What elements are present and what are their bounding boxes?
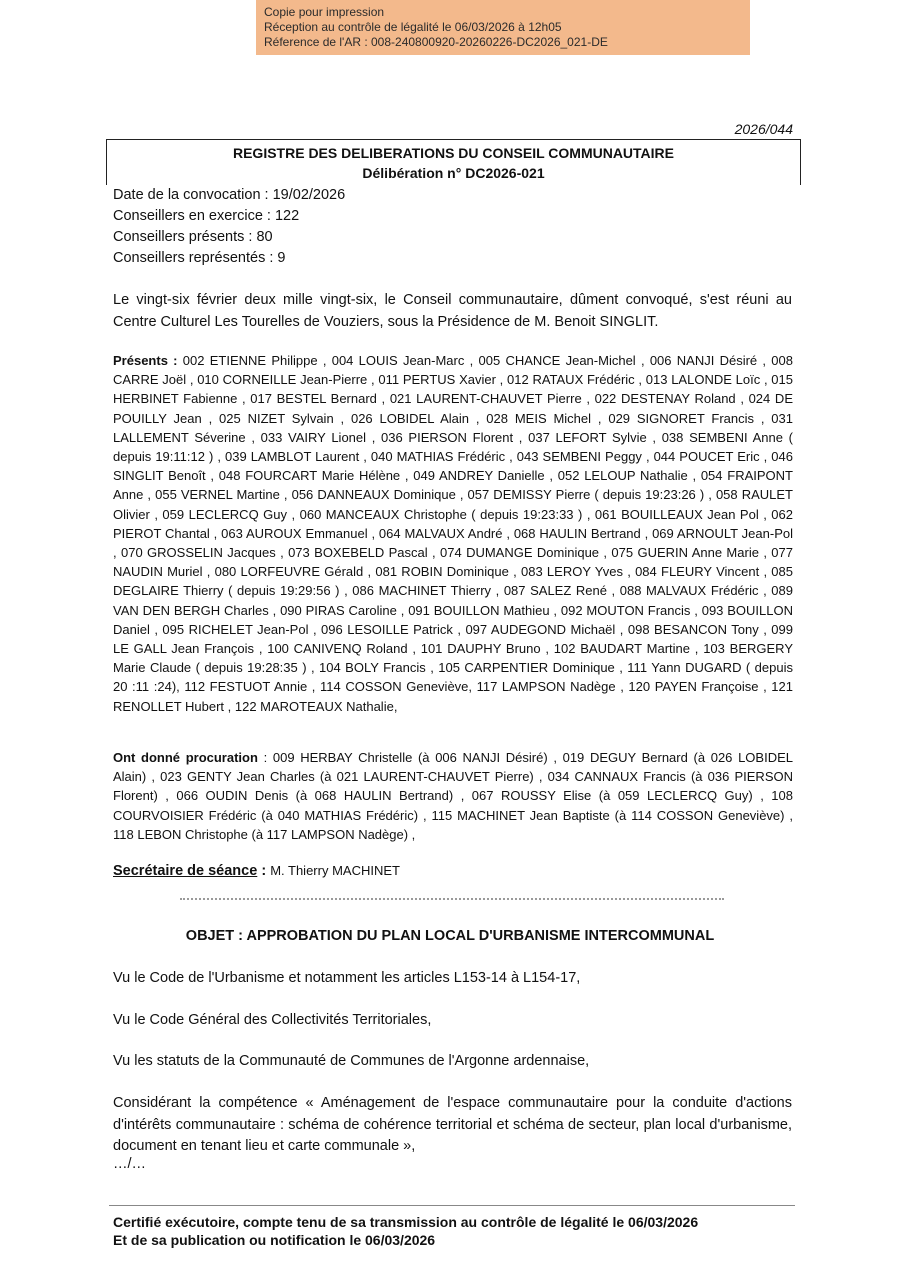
register-header	[106, 139, 801, 185]
ar-receipt-stamp	[256, 0, 750, 55]
certification-line-2: Et de sa publication ou notification le 06/03/2026	[113, 1232, 436, 1248]
continuation-mark: …/…	[113, 1156, 147, 1172]
objet-title: OBJET : APPROBATION DU PLAN LOCAL D'URBANISME INTERCOMMUNAL	[185, 928, 715, 944]
document-number: 2026/044	[734, 121, 793, 137]
certification-footer	[113, 1213, 698, 1249]
procuration-label: Ont donné procuration	[113, 750, 258, 765]
intro-paragraph: Le vingt-six février deux mille vingt-six, le Conseil communautaire, dûment convoqué, s'est réuni au Centre Culturel Les Tourelles de Vouziers, sous la Présidence de M. Benoit SINGLIT.	[113, 292, 792, 330]
secretary-label: Secrétaire de séance	[113, 863, 258, 879]
councillors-in-office: Conseillers en exercice : 122	[113, 208, 300, 224]
vu-urbanisme: Vu le Code de l'Urbanisme et notamment les articles L153-14 à L154-17,	[113, 970, 581, 986]
councillors-represented: Conseillers représentés : 9	[113, 250, 286, 266]
certification-line-1: Certifié exécutoire, compte tenu de sa transmission au contrôle de légalité le 06/03/2026	[113, 1214, 699, 1230]
secretary-colon: :	[257, 863, 271, 879]
stamp-line-2: Réception au contrôle de légalité le 06/03/2026 à 12h05	[264, 20, 562, 34]
presents-list	[113, 351, 793, 716]
register-title: REGISTRE DES DELIBERATIONS DU CONSEIL COMMUNAUTAIRE	[232, 145, 675, 161]
presents-text: 002 ETIENNE Philippe , 004 LOUIS Jean-Marc , 005 CHANCE Jean-Michel , 006 NANJI Désiré , 008 CARRE Joël , 010 CORNEILLE Jean-Pierre , 011 PERTUS Xavier , 012 RATAUX Frédéric , 013 LALONDE Loïc , 015 HERBINET Fabienne , 017 BESTEL Bernard , 021 LAURENT-CHAUVET Pierre , 022 DESTENAY Roland , 024 DE POUILLY Jean , 025 NIZET Sylvain , 026 LOBIDEL Alain , 028 MEIS Michel , 029 SIGNORET Francis , 031 LALLEMENT Séverine , 033 VAIRY Lionel , 036 PIERSON Florent , 037 LEFORT Sylvie , 038 SEMBENI Anne ( depuis 19:11:12 ) , 039 LAMBLOT Laurent , 040 MATHIAS Frédéric , 043 SEMBENI Peggy , 044 POUCET Eric , 046 SINGLIT Benoît , 048 FOURCART Marie Hélène , 049 ANDREY Danielle , 052 LELOUP Nathalie , 054 FRAIPONT Anne , 055 VERNEL Martine , 056 DANNEAUX Dominique , 057 DEMISSY Pierre ( depuis 19:23:26 ) , 058 RAULET Olivier , 059 LECLERCQ Guy , 060 MANCEAUX Christophe ( depuis 19:23:33 ) , 061 BOUILLEAUX Jean Pol , 062 PIEROT Chantal , 063 AUROUX Emmanuel , 064 MALVAUX André , 068 HAULIN Bertrand , 069 ARNOULT Jean-Pol , 070 GROSSELIN Jacques , 073 BOXEBELD Pascal , 074 DUMANGE Dominique , 075 GUERIN Anne Marie , 077 NAUDIN Muriel , 080 LORFEUVRE Gérald , 081 ROBIN Dominique , 083 LEROY Yves , 084 FLEURY Vincent , 085 DEGLAIRE Thierry ( depuis 19:29:56 ) , 086 MACHINET Thierry , 087 SALEZ René , 088 MALVAUX Frédéric , 089 VAN DEN BERGH Charles , 090 PIRAS Caroline , 091 BOUILLON Mathieu , 092 MOUTON Francis , 093 BOUILLON Daniel , 095 RICHELET Jean-Pol , 096 LESOILLE Patrick , 097 AUDEGOND Michaël , 098 BESANCON Tony , 099 LE GALL Jean François , 100 CANIVENQ Roland , 101 DAUPHY Bruno , 102 BAUDART Martine , 103 BERGERY Marie Claude ( depuis 19:28:35 ) , 104 BOLY Francis , 105 CARPENTIER Dominique , 111 Yann DUGARD ( depuis 20 :11 :24), 112 FESTUOT Annie , 114 COSSON Geneviève, 117 LAMPSON Nadège , 120 PAYEN Françoise , 121 RENOLLET Hubert , 122 MAROTEAUX Nathalie,	[113, 353, 793, 714]
stamp-line-3: Réference de l'AR : 008-240800920-20260226-DC2026_021-DE	[264, 35, 608, 49]
deliberation-number: Délibération n° DC2026-021	[362, 165, 545, 181]
footer-divider	[109, 1205, 795, 1206]
presents-label: Présents :	[113, 353, 178, 368]
procuration-list	[113, 748, 793, 844]
vu-statuts: Vu les statuts de la Communauté de Communes de l'Argonne ardennaise,	[113, 1053, 590, 1069]
convocation-date: Date de la convocation : 19/02/2026	[113, 187, 346, 203]
vu-cgct: Vu le Code Général des Collectivités Territoriales,	[113, 1012, 432, 1028]
secretary-name: M. Thierry MACHINET	[270, 863, 400, 878]
procuration-text: : 009 HERBAY Christelle (à 006 NANJI Désiré) , 019 DEGUY Bernard (à 026 LOBIDEL Alain) , 023 GENTY Jean Charles (à 021 LAURENT-CHAUVET Pierre) , 034 CANNAUX Francis (à 036 PIERSON Florent) , 066 OUDIN Denis (à 068 HAULIN Bertrand) , 067 ROUSSY Elise (à 059 LECLERCQ Guy) , 108 COURVOISIER Frédéric (à 040 MATHIAS Frédéric) , 115 MACHINET Jean Baptiste (à 114 COSSON Geneviève) , 118 LEBON Christophe (à 117 LAMPSON Nadège) ,	[113, 750, 793, 842]
stamp-line-1: Copie pour impression	[264, 5, 385, 19]
section-divider	[180, 898, 724, 900]
session-info	[113, 185, 345, 269]
secretary-line	[113, 863, 400, 879]
considerant-paragraph: Considérant la compétence « Aménagement de l'espace communautaire pour la conduite d'actions d'intérêts communautaire : schéma de cohérence territorial et schéma de secteur, plan local d'urbanisme, document en tenant lieu et carte communale »,	[113, 1095, 792, 1154]
councillors-present: Conseillers présents : 80	[113, 229, 273, 245]
